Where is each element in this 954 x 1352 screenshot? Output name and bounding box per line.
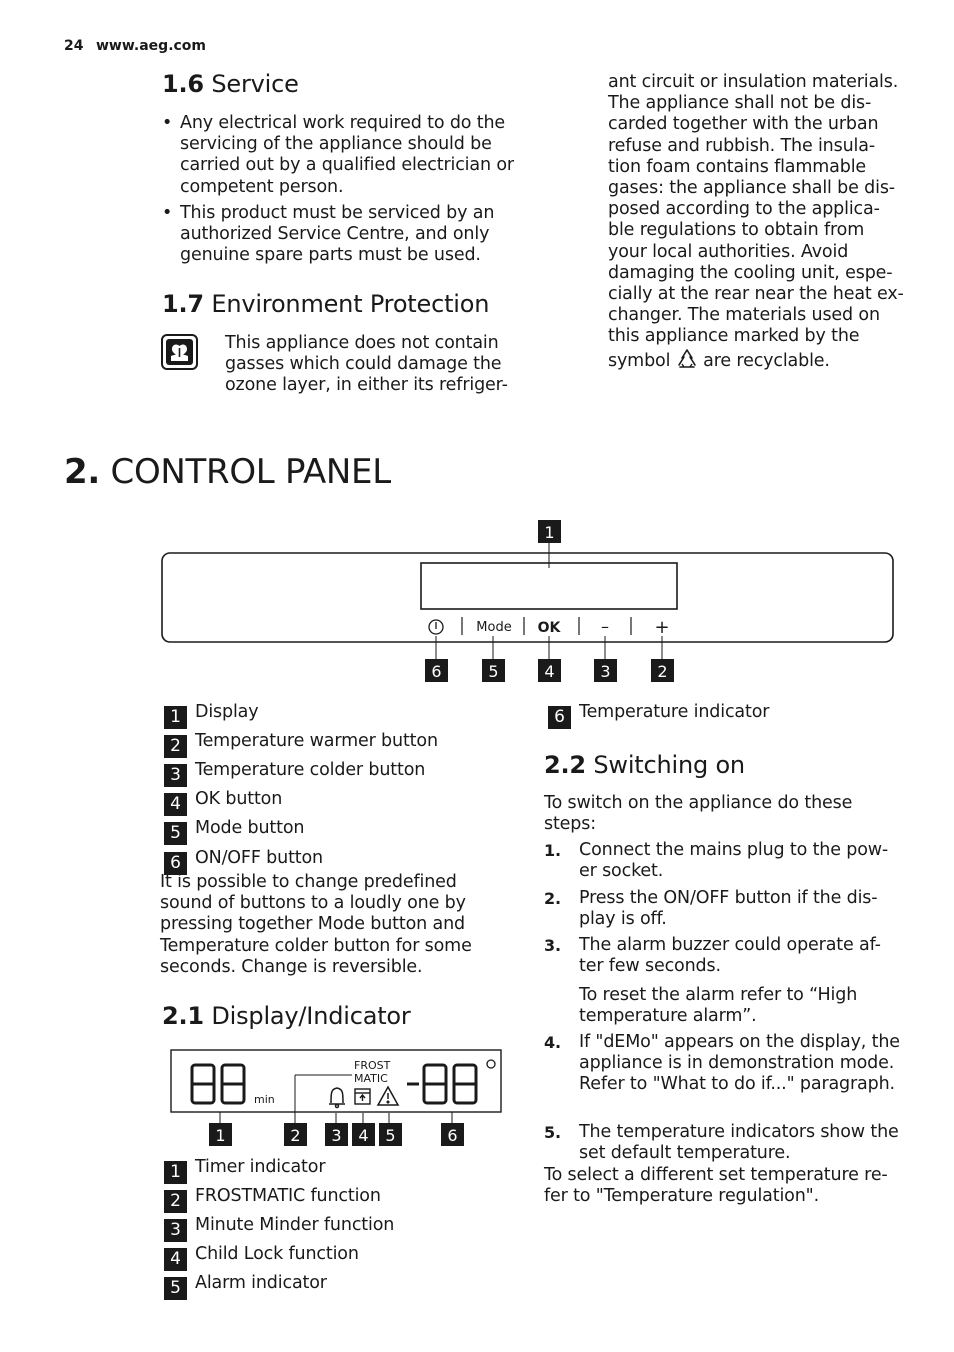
minus-button[interactable]: – (601, 617, 609, 636)
legend-badge: 2 (164, 1190, 187, 1213)
callout-badge (651, 659, 674, 682)
legend-item (164, 760, 425, 787)
legend-badge: 4 (164, 793, 187, 816)
step-text: Connect the mains plug to the pow-er socket. (579, 840, 889, 882)
mode-button[interactable]: Mode (476, 620, 512, 635)
environment-text-left: This appliance does not contain gasses which could damage the ozone layer, in either its refriger- (225, 333, 508, 396)
environment-icon (161, 334, 198, 370)
callout-number: 5 (385, 1126, 396, 1145)
legend-badge: 6 (548, 706, 571, 729)
section-title: Environment Protection (211, 290, 490, 318)
chapter-heading (64, 452, 391, 492)
legend-label: FROSTMATIC function (195, 1186, 381, 1206)
bullet-dot: • (162, 203, 173, 223)
list-item (544, 1032, 904, 1096)
section-number: 2.2 (544, 751, 586, 779)
callout-number: 6 (447, 1126, 458, 1145)
section-title: Service (211, 70, 299, 98)
legend-label: Timer indicator (195, 1157, 326, 1177)
website-link[interactable]: www.aeg.com (96, 38, 207, 54)
callout-number: 2 (290, 1126, 301, 1145)
recycle-icon (676, 348, 698, 376)
callout-number: 4 (544, 662, 555, 681)
switching-intro: To switch on the appliance do these steps: (544, 793, 853, 835)
list-item (162, 203, 522, 267)
legend-badge: 1 (164, 1161, 187, 1184)
callout-badge (284, 1123, 307, 1146)
legend-item (164, 818, 304, 845)
callout-number: 3 (600, 662, 611, 681)
matic-label: MATIC (354, 1072, 388, 1085)
environment-text-continued: ant circuit or insulation materials. The appliance shall not be dis-carded together with the urban refuse and rubbish. The insula-tion foam contains flammable gases: the appliance shall be dis-posed according to the applica-ble regulations to obtain from your local authorities. Avoid damaging the cooling unit, espe-cially at the rear near the heat ex-changer. The materials used on this appliance marked by the (608, 72, 904, 347)
legend-item (548, 702, 769, 729)
legend-label: Alarm indicator (195, 1273, 327, 1293)
callout-badge (538, 659, 561, 682)
callout-badge (379, 1123, 402, 1146)
legend-label: Temperature indicator (579, 702, 770, 722)
legend-label: Mode button (195, 818, 305, 838)
callout-badge (209, 1123, 232, 1146)
legend-item (164, 1244, 359, 1271)
list-item (544, 888, 904, 930)
step-number: 3. (544, 936, 561, 955)
legend-item (164, 848, 323, 875)
section-heading-display (162, 1002, 411, 1030)
list-item (544, 935, 904, 977)
step-text: Press the ON/OFF button if the dis-play is off. (579, 888, 878, 930)
plus-button[interactable]: + (654, 617, 670, 638)
callout-number: 2 (657, 662, 668, 681)
ok-button[interactable]: OK (537, 620, 561, 636)
chapter-number: 2. (64, 452, 100, 492)
section-number: 1.6 (162, 70, 204, 98)
legend-label: Temperature colder button (195, 760, 426, 780)
callout-number: 5 (488, 662, 499, 681)
callout-number: 6 (431, 662, 442, 681)
step-number: 2. (544, 889, 561, 908)
list-item (544, 1122, 904, 1164)
switching-outro: To select a different set temperature re-fer to "Temperature regulation". (544, 1165, 888, 1207)
step-text: If "dEMo" appears on the display, the appliance is in demonstration mode. Refer to "What to do if..." paragraph. (579, 1032, 900, 1095)
step-text: The alarm buzzer could operate af-ter few seconds. (579, 935, 881, 977)
section-number: 2.1 (162, 1002, 204, 1030)
page-number: 24 (64, 38, 84, 54)
legend-label: Minute Minder function (195, 1215, 395, 1235)
legend-label: Display (195, 702, 259, 722)
legend-badge: 5 (164, 1277, 187, 1300)
symbol-suffix: are recyclable. (703, 350, 830, 371)
callout-badge (352, 1123, 375, 1146)
legend-item (164, 1215, 394, 1242)
legend-badge: 2 (164, 735, 187, 758)
legend-badge: 3 (164, 1219, 187, 1242)
legend-item (164, 1273, 327, 1300)
control-panel-diagram (160, 518, 896, 686)
section-heading-switching-on (544, 751, 745, 779)
list-item-text: This product must be serviced by an authorized Service Centre, and only genuine spare parts must be used. (180, 203, 495, 266)
list-item-text: Any electrical work required to do the servicing of the appliance should be carried out by a qualified electrician or competent person. (180, 113, 514, 197)
legend-item (164, 702, 258, 729)
list-item (544, 985, 904, 1027)
legend-item (164, 731, 438, 758)
section-title: Switching on (593, 751, 745, 779)
min-label: min (254, 1093, 275, 1106)
legend-label: ON/OFF button (195, 848, 324, 868)
display-diagram (170, 1049, 504, 1147)
legend-badge: 3 (164, 764, 187, 787)
callout-badge (538, 520, 561, 543)
step-number: 1. (544, 841, 561, 860)
callout-number: 1 (215, 1126, 226, 1145)
symbol-prefix: symbol (608, 350, 671, 371)
legend-item (164, 789, 282, 816)
callout-badge (482, 659, 505, 682)
legend-badge: 6 (164, 852, 187, 875)
step-number: 4. (544, 1033, 561, 1052)
callout-number: 3 (331, 1126, 342, 1145)
legend-label: Temperature warmer button (195, 731, 438, 751)
callout-number: 1 (544, 523, 555, 542)
section-heading-environment (162, 290, 489, 318)
section-number: 1.7 (162, 290, 204, 318)
legend-label: OK button (195, 789, 283, 809)
frost-label: FROST (354, 1059, 391, 1072)
legend-item (164, 1186, 381, 1213)
list-item (162, 113, 522, 198)
section-heading-service (162, 70, 299, 98)
callout-badge (594, 659, 617, 682)
callout-badge (425, 659, 448, 682)
legend-label: Child Lock function (195, 1244, 359, 1264)
sound-note: It is possible to change predefined sound of buttons to a loudly one by pressing together Mode button and Temperature colder button for some seconds. Change is reversible. (160, 872, 472, 977)
chapter-title: CONTROL PANEL (110, 452, 391, 492)
environment-text-right (608, 72, 904, 376)
list-item (544, 840, 904, 882)
legend-badge: 5 (164, 822, 187, 845)
step-text: To reset the alarm refer to “High temperature alarm”. (579, 985, 858, 1027)
callout-badge (441, 1123, 464, 1146)
legend-badge: 4 (164, 1248, 187, 1271)
legend-item (164, 1157, 325, 1184)
step-text: The temperature indicators show the set default temperature. (579, 1122, 899, 1164)
legend-badge: 1 (164, 706, 187, 729)
callout-number: 4 (358, 1126, 369, 1145)
section-title: Display/Indicator (211, 1002, 411, 1030)
step-number: 5. (544, 1123, 561, 1142)
callout-badge (325, 1123, 348, 1146)
bullet-dot: • (162, 113, 173, 133)
